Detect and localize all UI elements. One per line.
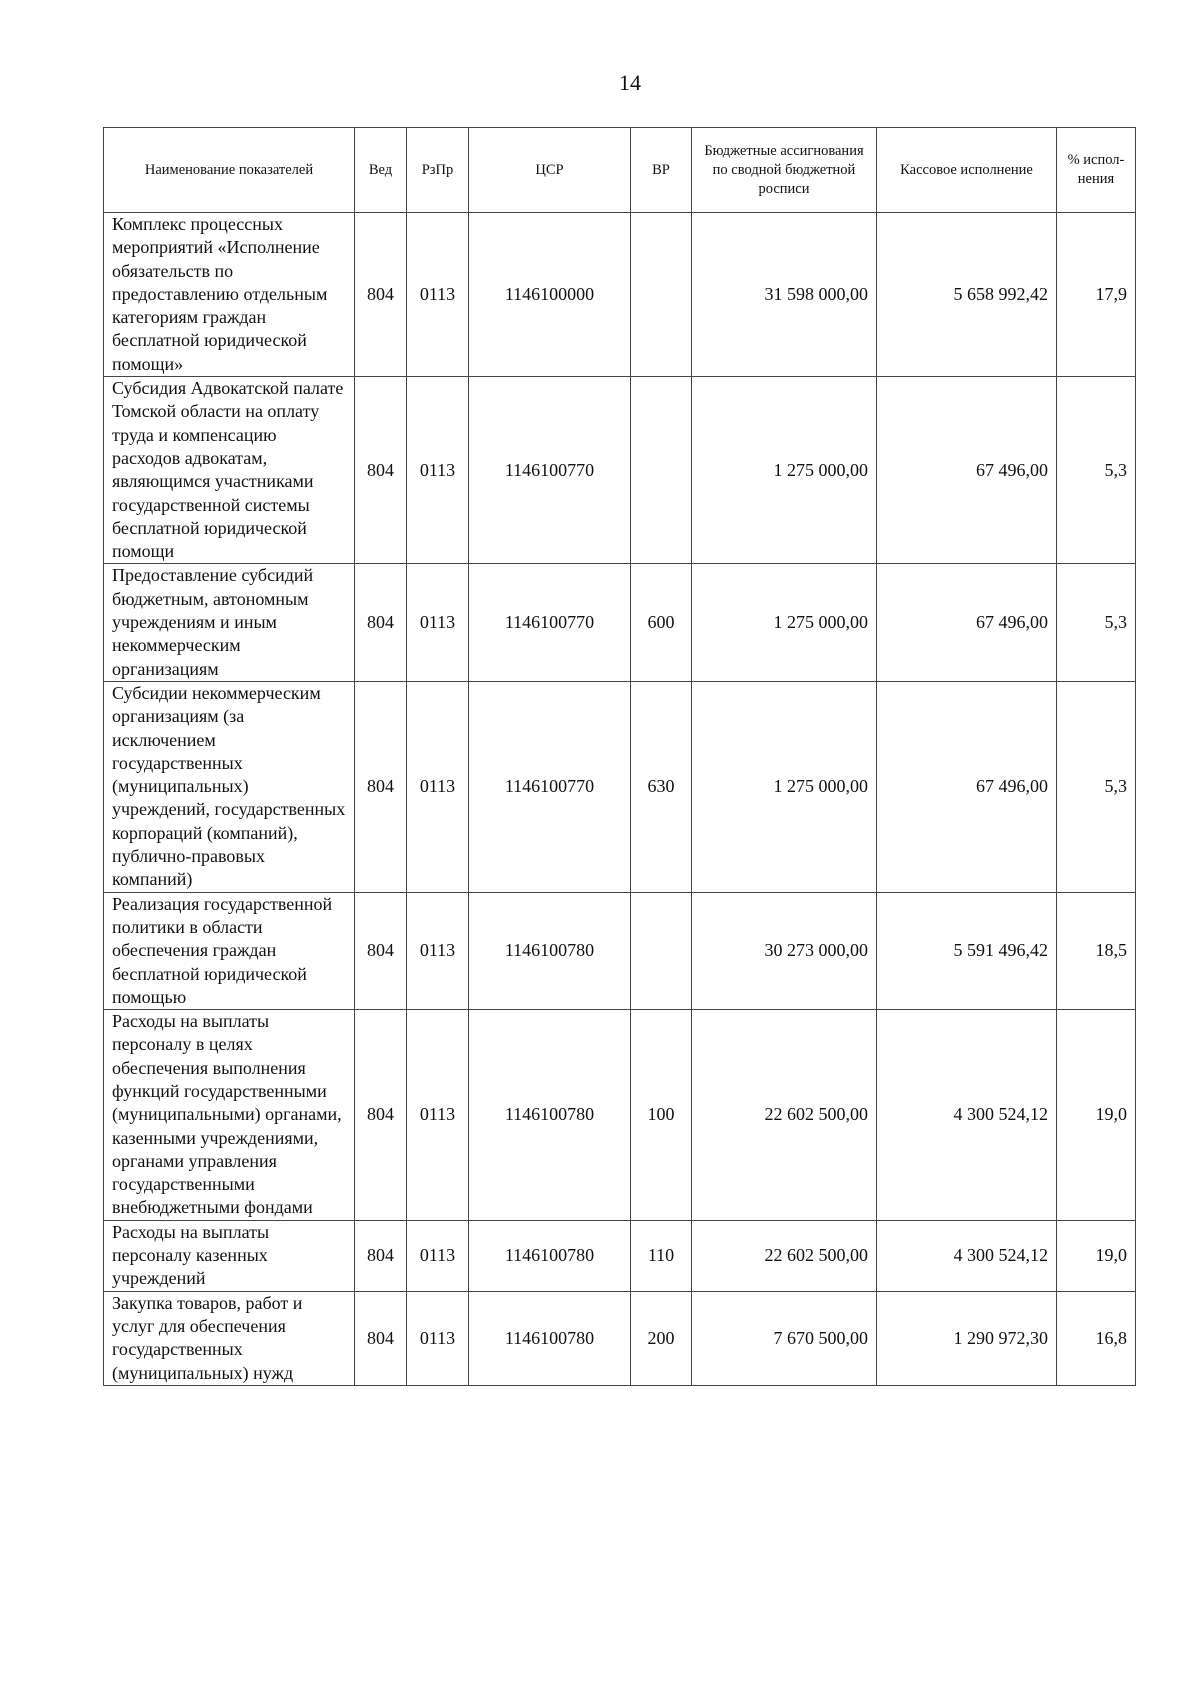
row-assignment: 30 273 000,00 xyxy=(692,892,877,1009)
row-ved: 804 xyxy=(355,564,407,681)
row-name: Реализация государственной политики в области обеспечения граждан бесплатной юридической помощью xyxy=(104,892,355,1009)
row-cash: 67 496,00 xyxy=(877,377,1057,564)
row-cash: 67 496,00 xyxy=(877,681,1057,892)
header-csr: ЦСР xyxy=(469,128,631,213)
row-assignment: 1 275 000,00 xyxy=(692,564,877,681)
row-ved: 804 xyxy=(355,892,407,1009)
row-csr: 1146100780 xyxy=(469,1220,631,1291)
row-csr: 1146100770 xyxy=(469,681,631,892)
row-percent: 5,3 xyxy=(1057,564,1136,681)
row-vr xyxy=(631,377,692,564)
row-percent: 18,5 xyxy=(1057,892,1136,1009)
row-vr: 200 xyxy=(631,1291,692,1385)
header-cash-execution: Кассовое исполнение xyxy=(877,128,1057,213)
row-csr: 1146100780 xyxy=(469,1010,631,1221)
row-assignment: 31 598 000,00 xyxy=(692,213,877,377)
row-ved: 804 xyxy=(355,1291,407,1385)
row-vr: 110 xyxy=(631,1220,692,1291)
row-vr xyxy=(631,213,692,377)
header-budget-assignments: Бюджетные ассигнования по сводной бюджетной росписи xyxy=(692,128,877,213)
row-csr: 1146100770 xyxy=(469,377,631,564)
row-ved: 804 xyxy=(355,213,407,377)
row-csr: 1146100780 xyxy=(469,892,631,1009)
row-name: Субсидия Адвокатской палате Томской области на оплату труда и компенсацию расходов адвокатам, являющимся участниками государственной системы бесплатной юридической помощи xyxy=(104,377,355,564)
row-rzpr: 0113 xyxy=(407,892,469,1009)
row-name: Предоставление субсидий бюджетным, автономным учреждениям и иным некоммерческим организациям xyxy=(104,564,355,681)
table-row xyxy=(104,377,1136,564)
row-vr xyxy=(631,892,692,1009)
header-rzpr: РзПр xyxy=(407,128,469,213)
row-name: Расходы на выплаты персоналу казенных учреждений xyxy=(104,1220,355,1291)
table-row xyxy=(104,892,1136,1009)
row-assignment: 1 275 000,00 xyxy=(692,377,877,564)
row-vr: 630 xyxy=(631,681,692,892)
row-cash: 1 290 972,30 xyxy=(877,1291,1057,1385)
row-csr: 1146100000 xyxy=(469,213,631,377)
row-rzpr: 0113 xyxy=(407,1220,469,1291)
row-rzpr: 0113 xyxy=(407,1291,469,1385)
row-name: Комплекс процессных мероприятий «Исполнение обязательств по предоставлению отдельным категориям граждан бесплатной юридической помощи» xyxy=(104,213,355,377)
budget-table xyxy=(103,127,1136,1386)
row-cash: 4 300 524,12 xyxy=(877,1220,1057,1291)
row-percent: 17,9 xyxy=(1057,213,1136,377)
table-row xyxy=(104,564,1136,681)
row-name: Расходы на выплаты персоналу в целях обеспечения выполнения функций государственными (муниципальными) органами, казенными учреждениями, органами управления государственными внебюджетными фондами xyxy=(104,1010,355,1221)
row-percent: 19,0 xyxy=(1057,1010,1136,1221)
row-assignment: 1 275 000,00 xyxy=(692,681,877,892)
row-ved: 804 xyxy=(355,377,407,564)
row-percent: 16,8 xyxy=(1057,1291,1136,1385)
row-name: Закупка товаров, работ и услуг для обеспечения государственных (муниципальных) нужд xyxy=(104,1291,355,1385)
row-vr: 600 xyxy=(631,564,692,681)
table-row xyxy=(104,1291,1136,1385)
row-cash: 5 658 992,42 xyxy=(877,213,1057,377)
row-assignment: 7 670 500,00 xyxy=(692,1291,877,1385)
row-cash: 5 591 496,42 xyxy=(877,892,1057,1009)
row-csr: 1146100770 xyxy=(469,564,631,681)
row-rzpr: 0113 xyxy=(407,213,469,377)
page-number: 14 xyxy=(619,70,641,95)
row-percent: 19,0 xyxy=(1057,1220,1136,1291)
row-percent: 5,3 xyxy=(1057,681,1136,892)
row-rzpr: 0113 xyxy=(407,564,469,681)
table-row xyxy=(104,213,1136,377)
table-row xyxy=(104,1220,1136,1291)
row-cash: 67 496,00 xyxy=(877,564,1057,681)
header-vr: ВР xyxy=(631,128,692,213)
header-execution-percent: % испол-нения xyxy=(1057,128,1136,213)
row-rzpr: 0113 xyxy=(407,377,469,564)
table-row xyxy=(104,681,1136,892)
header-ved: Вед xyxy=(355,128,407,213)
row-rzpr: 0113 xyxy=(407,1010,469,1221)
row-ved: 804 xyxy=(355,1220,407,1291)
row-rzpr: 0113 xyxy=(407,681,469,892)
row-assignment: 22 602 500,00 xyxy=(692,1010,877,1221)
table-row xyxy=(104,1010,1136,1221)
row-cash: 4 300 524,12 xyxy=(877,1010,1057,1221)
header-name: Наименование показателей xyxy=(104,128,355,213)
row-name: Субсидии некоммерческим организациям (за исключением государственных (муниципальных) учреждений, государственных корпораций (компаний), публично-правовых компаний) xyxy=(104,681,355,892)
row-ved: 804 xyxy=(355,1010,407,1221)
row-ved: 804 xyxy=(355,681,407,892)
row-percent: 5,3 xyxy=(1057,377,1136,564)
table-header-row xyxy=(104,128,1136,213)
row-csr: 1146100780 xyxy=(469,1291,631,1385)
row-assignment: 22 602 500,00 xyxy=(692,1220,877,1291)
row-vr: 100 xyxy=(631,1010,692,1221)
